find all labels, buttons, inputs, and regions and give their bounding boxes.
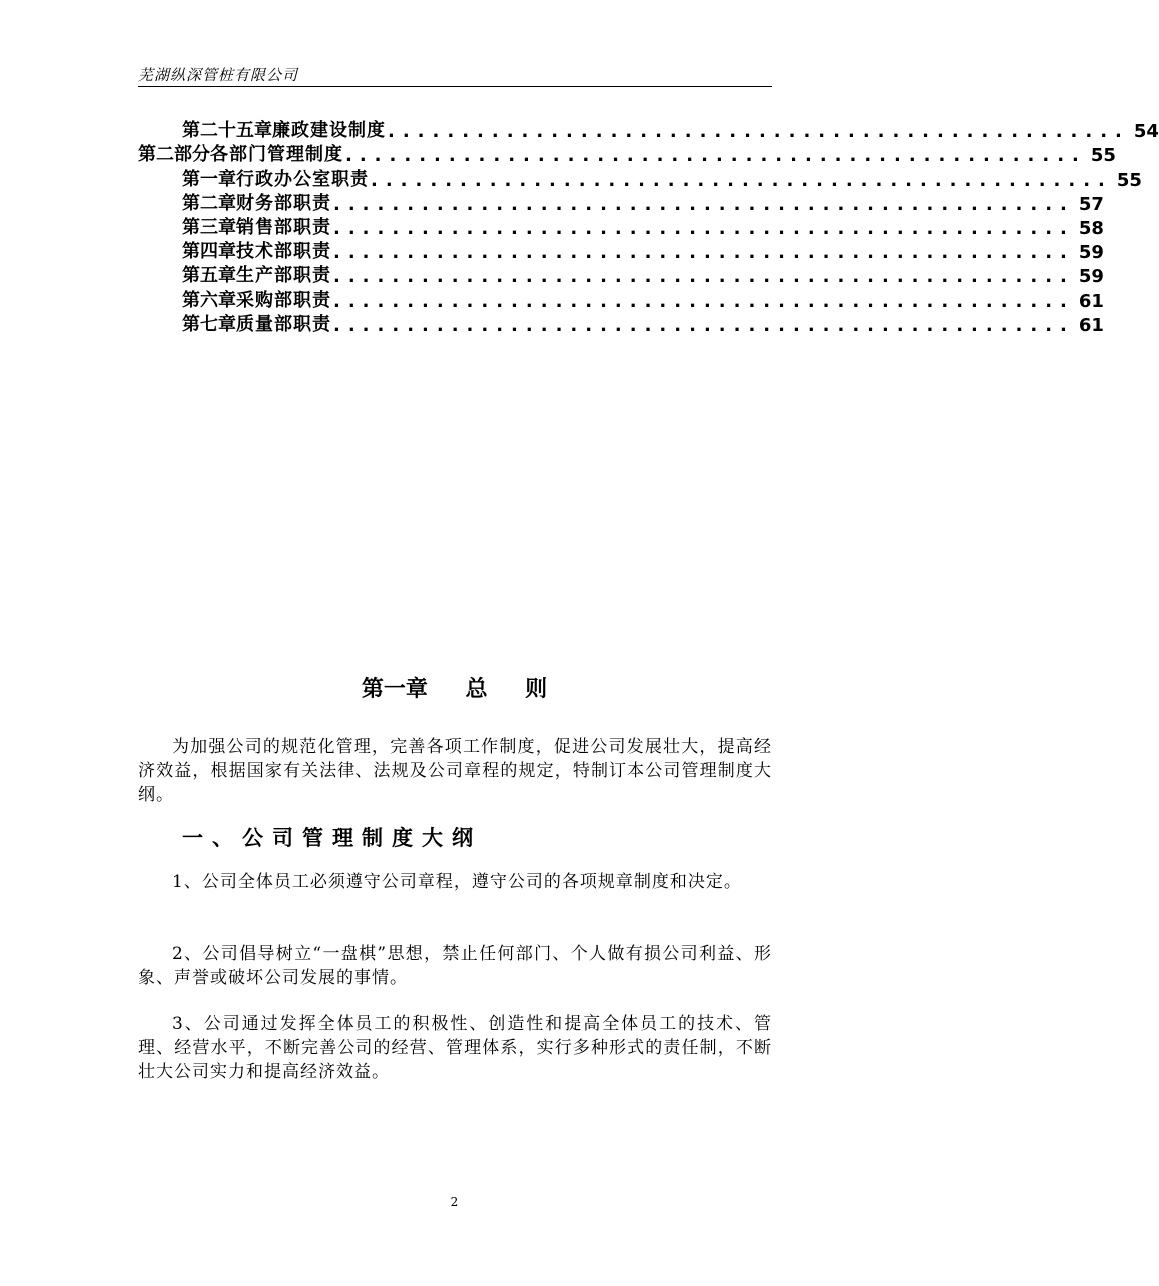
list-item: 2、公司倡导树立“一盘棋”思想，禁止任何部门、个人做有损公司利益、形象、声誉或破坏公司发展的事情。 bbox=[138, 944, 772, 988]
toc-entry-title: 行政办公室职责 bbox=[236, 168, 369, 190]
toc-entry-page: 61 bbox=[1078, 290, 1104, 312]
toc-leader-dots: .................................................. bbox=[333, 193, 1075, 215]
company-name: 芜湖纵深管桩有限公司 bbox=[138, 66, 299, 84]
intro-paragraph: 为加强公司的规范化管理，完善各项工作制度，促进公司发展壮大，提高经济效益，根据国家有关法律、法规及公司章程的规定，特制订本公司管理制度大纲。 bbox=[138, 737, 772, 805]
page-number: 2 bbox=[450, 1195, 459, 1209]
toc-entry-title: 技术部职责 bbox=[236, 241, 331, 263]
list-item: 1、公司全体员工必须遵守公司章程，遵守公司的各项规章制度和决定。 bbox=[172, 872, 742, 892]
toc-entry[interactable] bbox=[138, 166, 1142, 191]
toc-entry[interactable] bbox=[138, 118, 1159, 143]
toc-leader-dots: .................................................. bbox=[333, 314, 1075, 336]
toc-entry[interactable] bbox=[138, 239, 1104, 264]
toc-entry-page: 57 bbox=[1078, 193, 1104, 215]
toc-entry-number: 第五章 bbox=[182, 265, 236, 287]
toc-entry-number: 第六章 bbox=[182, 289, 236, 311]
toc-entry-number: 第二十五章 bbox=[182, 120, 272, 142]
toc-entry-number: 第三章 bbox=[182, 216, 236, 238]
toc-entry-title: 质量部职责 bbox=[236, 313, 331, 335]
list-item: 3、公司通过发挥全体员工的积极性、创造性和提高全体员工的技术、管理、经营水平，不断完善公司的经营、管理体系，实行多种形式的责任制，不断壮大公司实力和提高经济效益。 bbox=[138, 1014, 772, 1082]
toc-entry[interactable] bbox=[138, 312, 1104, 336]
toc-entry-number: 第二章 bbox=[182, 192, 236, 214]
toc-leader-dots: .................................................. bbox=[333, 290, 1075, 312]
toc-leader-dots: .................................................. bbox=[371, 169, 1113, 191]
toc-entry-title: 生产部职责 bbox=[236, 265, 331, 287]
chapter-title: 第一章 总 则 bbox=[361, 677, 548, 702]
section-heading: 一、公司管理制度大纲 bbox=[182, 826, 482, 850]
toc-leader-dots: .................................................. bbox=[333, 266, 1075, 288]
toc-entry-page: 58 bbox=[1078, 217, 1104, 239]
page-header bbox=[138, 62, 772, 87]
toc-entry-title: 销售部职责 bbox=[236, 216, 331, 238]
toc-leader-dots: .................................................. bbox=[345, 145, 1087, 167]
table-of-contents bbox=[138, 118, 1159, 336]
toc-entry-number: 第七章 bbox=[182, 313, 236, 335]
toc-entry-title: 采购部职责 bbox=[236, 289, 331, 311]
toc-entry-title: 廉政建设制度 bbox=[272, 120, 386, 142]
toc-entry-page: 54 bbox=[1133, 121, 1159, 143]
toc-entry[interactable] bbox=[138, 191, 1104, 215]
toc-entry-page: 59 bbox=[1078, 266, 1104, 288]
toc-leader-dots: .................................................. bbox=[333, 217, 1075, 239]
toc-entry-number: 第四章 bbox=[182, 241, 236, 263]
toc-leader-dots: .................................................. bbox=[388, 121, 1130, 143]
toc-entry-page: 55 bbox=[1116, 169, 1142, 191]
toc-entry-number: 第一章 bbox=[182, 168, 236, 190]
toc-entry-page: 59 bbox=[1078, 242, 1104, 264]
toc-entry-title: 财务部职责 bbox=[236, 192, 331, 214]
toc-entry-title: 各部门管理制度 bbox=[210, 144, 343, 166]
toc-entry-page: 61 bbox=[1078, 314, 1104, 336]
toc-entry-number: 第二部分 bbox=[138, 144, 210, 166]
toc-entry-page: 55 bbox=[1090, 145, 1116, 167]
toc-entry[interactable] bbox=[138, 287, 1104, 312]
toc-entry[interactable] bbox=[138, 263, 1104, 288]
toc-leader-dots: .................................................. bbox=[333, 242, 1075, 264]
toc-entry[interactable] bbox=[138, 142, 1116, 167]
toc-entry[interactable] bbox=[138, 215, 1104, 239]
